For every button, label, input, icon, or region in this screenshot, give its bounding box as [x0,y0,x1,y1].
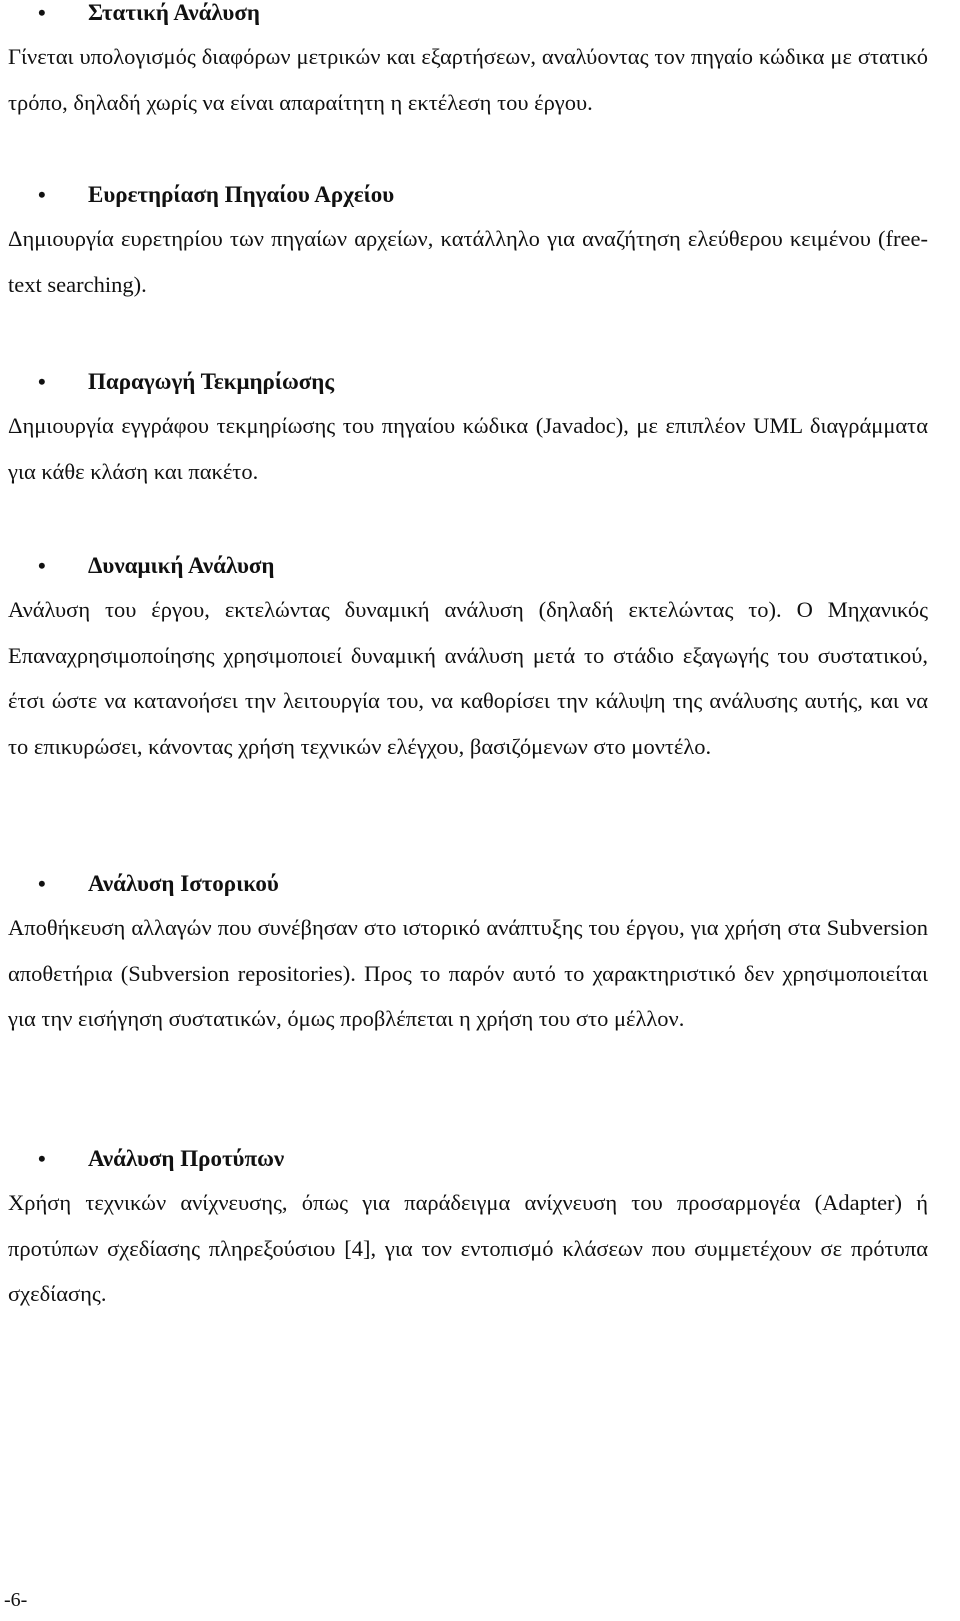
section-heading [8,553,928,587]
section-heading [8,871,928,905]
section-heading [8,1146,928,1180]
bullet-marker: • [38,182,46,207]
bullet-marker: • [38,369,46,394]
section-dynamic-analysis [8,553,928,769]
section-heading [8,369,928,403]
bullet-marker: • [38,1146,46,1171]
section-heading [8,182,928,216]
section-body: Ανάλυση του έργου, εκτελώντας δυναμική ανάλυση (δηλαδή εκτελώντας το). Ο Μηχανικός Επαναχρησιμοποίησης χρησιμοποιεί δυναμική ανάλυση μετά το στάδιο εξαγωγής του συστατικού, έτσι ώστε να κατανοήσει την λειτουργία του, να καθορίσει την κάλυψη της ανάλυσης αυτής, και να το επικυρώσει, κάνοντας χρήση τεχνικών ελέγχου, βασιζόμενων στο μοντέλο. [8,597,928,759]
page-number: -6- [4,1589,28,1611]
section-documentation [8,369,928,494]
bullet-marker: • [38,0,46,25]
section-title: Ευρετηρίαση Πηγαίου Αρχείου [88,182,395,207]
section-title: Στατική Ανάλυση [88,0,260,25]
section-body: Γίνεται υπολογισμός διαφόρων μετρικών και εξαρτήσεων, αναλύοντας τον πηγαίο κώδικα με στατικό τρόπο, δηλαδή χωρίς να είναι απαραίτητη η εκτέλεση του έργου. [8,44,928,115]
section-title: Παραγωγή Τεκμηρίωσης [88,369,335,394]
section-body: Χρήση τεχνικών ανίχνευσης, όπως για παράδειγμα ανίχνευση του προσαρμογέα (Adapter) ή προτύπων σχεδίασης πληρεξούσιου [4], για τον εντοπισμό κλάσεων που συμμετέχουν σε πρότυπα σχεδίασης. [8,1190,928,1306]
section-body: Δημιουργία εγγράφου τεκμηρίωσης του πηγαίου κώδικα (Javadoc), με επιπλέον UML διαγράμματα για κάθε κλάση και πακέτο. [8,413,928,484]
section-title: Ανάλυση Ιστορικού [88,871,279,896]
section-title: Ανάλυση Προτύπων [88,1146,285,1171]
section-title: Δυναμική Ανάλυση [88,553,275,578]
bullet-marker: • [38,553,46,578]
section-source-indexing [8,182,928,307]
section-body: Αποθήκευση αλλαγών που συνέβησαν στο ιστορικό ανάπτυξης του έργου, για χρήση στα Subversion αποθετήρια (Subversion repositories). Προς το παρόν αυτό το χαρακτηριστικό δεν χρησιμοποιείται για την εισήγηση συστατικών, όμως προβλέπεται η χρήση του στο μέλλον. [8,915,928,1031]
section-heading [8,0,928,34]
section-history-analysis [8,871,928,1042]
bullet-marker: • [38,871,46,896]
section-static-analysis [8,0,928,125]
section-body: Δημιουργία ευρετηρίου των πηγαίων αρχείων, κατάλληλο για αναζήτηση ελεύθερου κειμένου (free-text searching). [8,226,928,297]
section-pattern-analysis [8,1146,928,1317]
